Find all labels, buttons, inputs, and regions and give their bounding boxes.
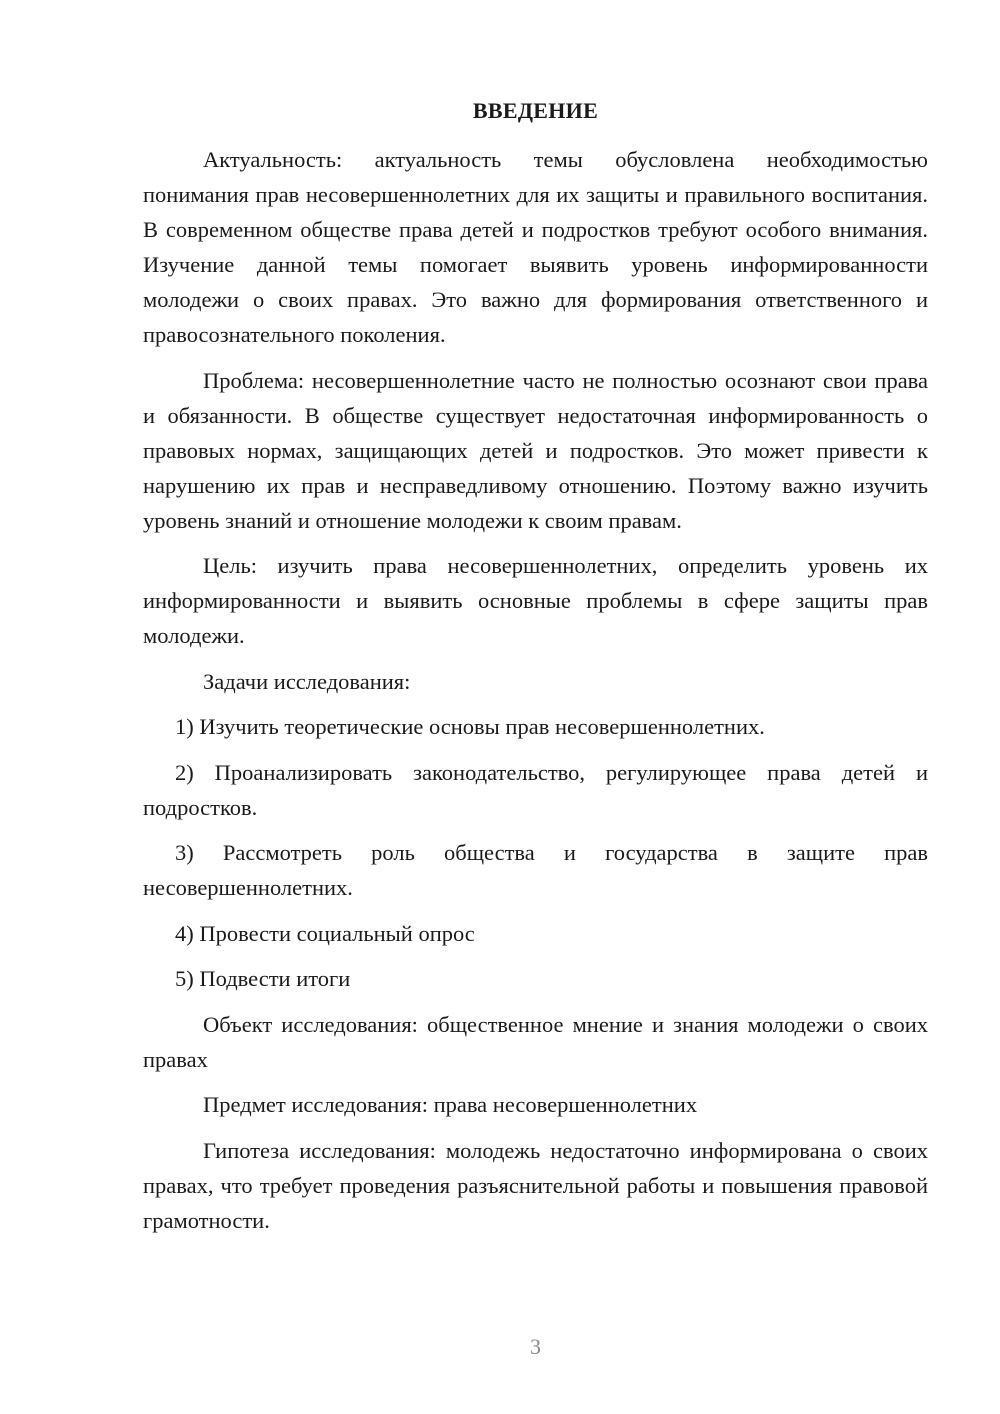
- paragraph-object: Объект исследования: общественное мнение и знания молодежи о своих правах: [143, 1011, 928, 1072]
- paragraph-hypothesis: Гипотеза исследования: молодежь недостаточно информирована о своих правах, что требует проведения разъяснительной работы и повышения правовой грамотности.: [143, 1137, 928, 1233]
- task-item-4: 4) Провести социальный опрос: [175, 920, 475, 946]
- task-item-1: 1) Изучить теоретические основы прав несовершеннолетних.: [175, 714, 765, 739]
- paragraph-relevance: Актуальность: актуальность темы обусловлена необходимостью понимания прав несовершеннолетних для их защиты и правильного воспитания. В современном обществе права детей и подростков требуют особого внимания. Изучение данной темы помогает выявить уровень информированности молодежи о своих правах. Это важно для формирования ответственного и правосознательного поколения.: [143, 147, 928, 347]
- page-number: 3: [530, 1334, 541, 1359]
- task-item-3: 3) Рассмотреть роль общества и государства в защите прав несовершеннолетних.: [143, 840, 928, 900]
- paragraph-goal: Цель: изучить права несовершеннолетних, определить уровень их информированности и выявить основные проблемы в сфере защиты прав молодежи.: [143, 553, 928, 648]
- section-title: ВВЕДЕНИЕ: [472, 98, 599, 123]
- document-page: [143, 0, 928, 1414]
- paragraph-tasks-heading: Задачи исследования:: [203, 668, 411, 694]
- task-item-2: 2) Проанализировать законодательство, регулирующее права детей и подростков.: [143, 759, 928, 820]
- paragraph-problem: Проблема: несовершеннолетние часто не полностью осознают свои права и обязанности. В обществе существует недостаточная информированность о правовых нормах, защищающих детей и подростков. Это может привести к нарушению их прав и несправедливому отношению. Поэтому важно изучить уровень знаний и отношение молодежи к своим правам.: [143, 367, 928, 533]
- paragraph-subject: Предмет исследования: права несовершеннолетних: [203, 1092, 698, 1117]
- document-body: [143, 142, 928, 1248]
- task-item-5: 5) Подвести итоги: [175, 966, 351, 991]
